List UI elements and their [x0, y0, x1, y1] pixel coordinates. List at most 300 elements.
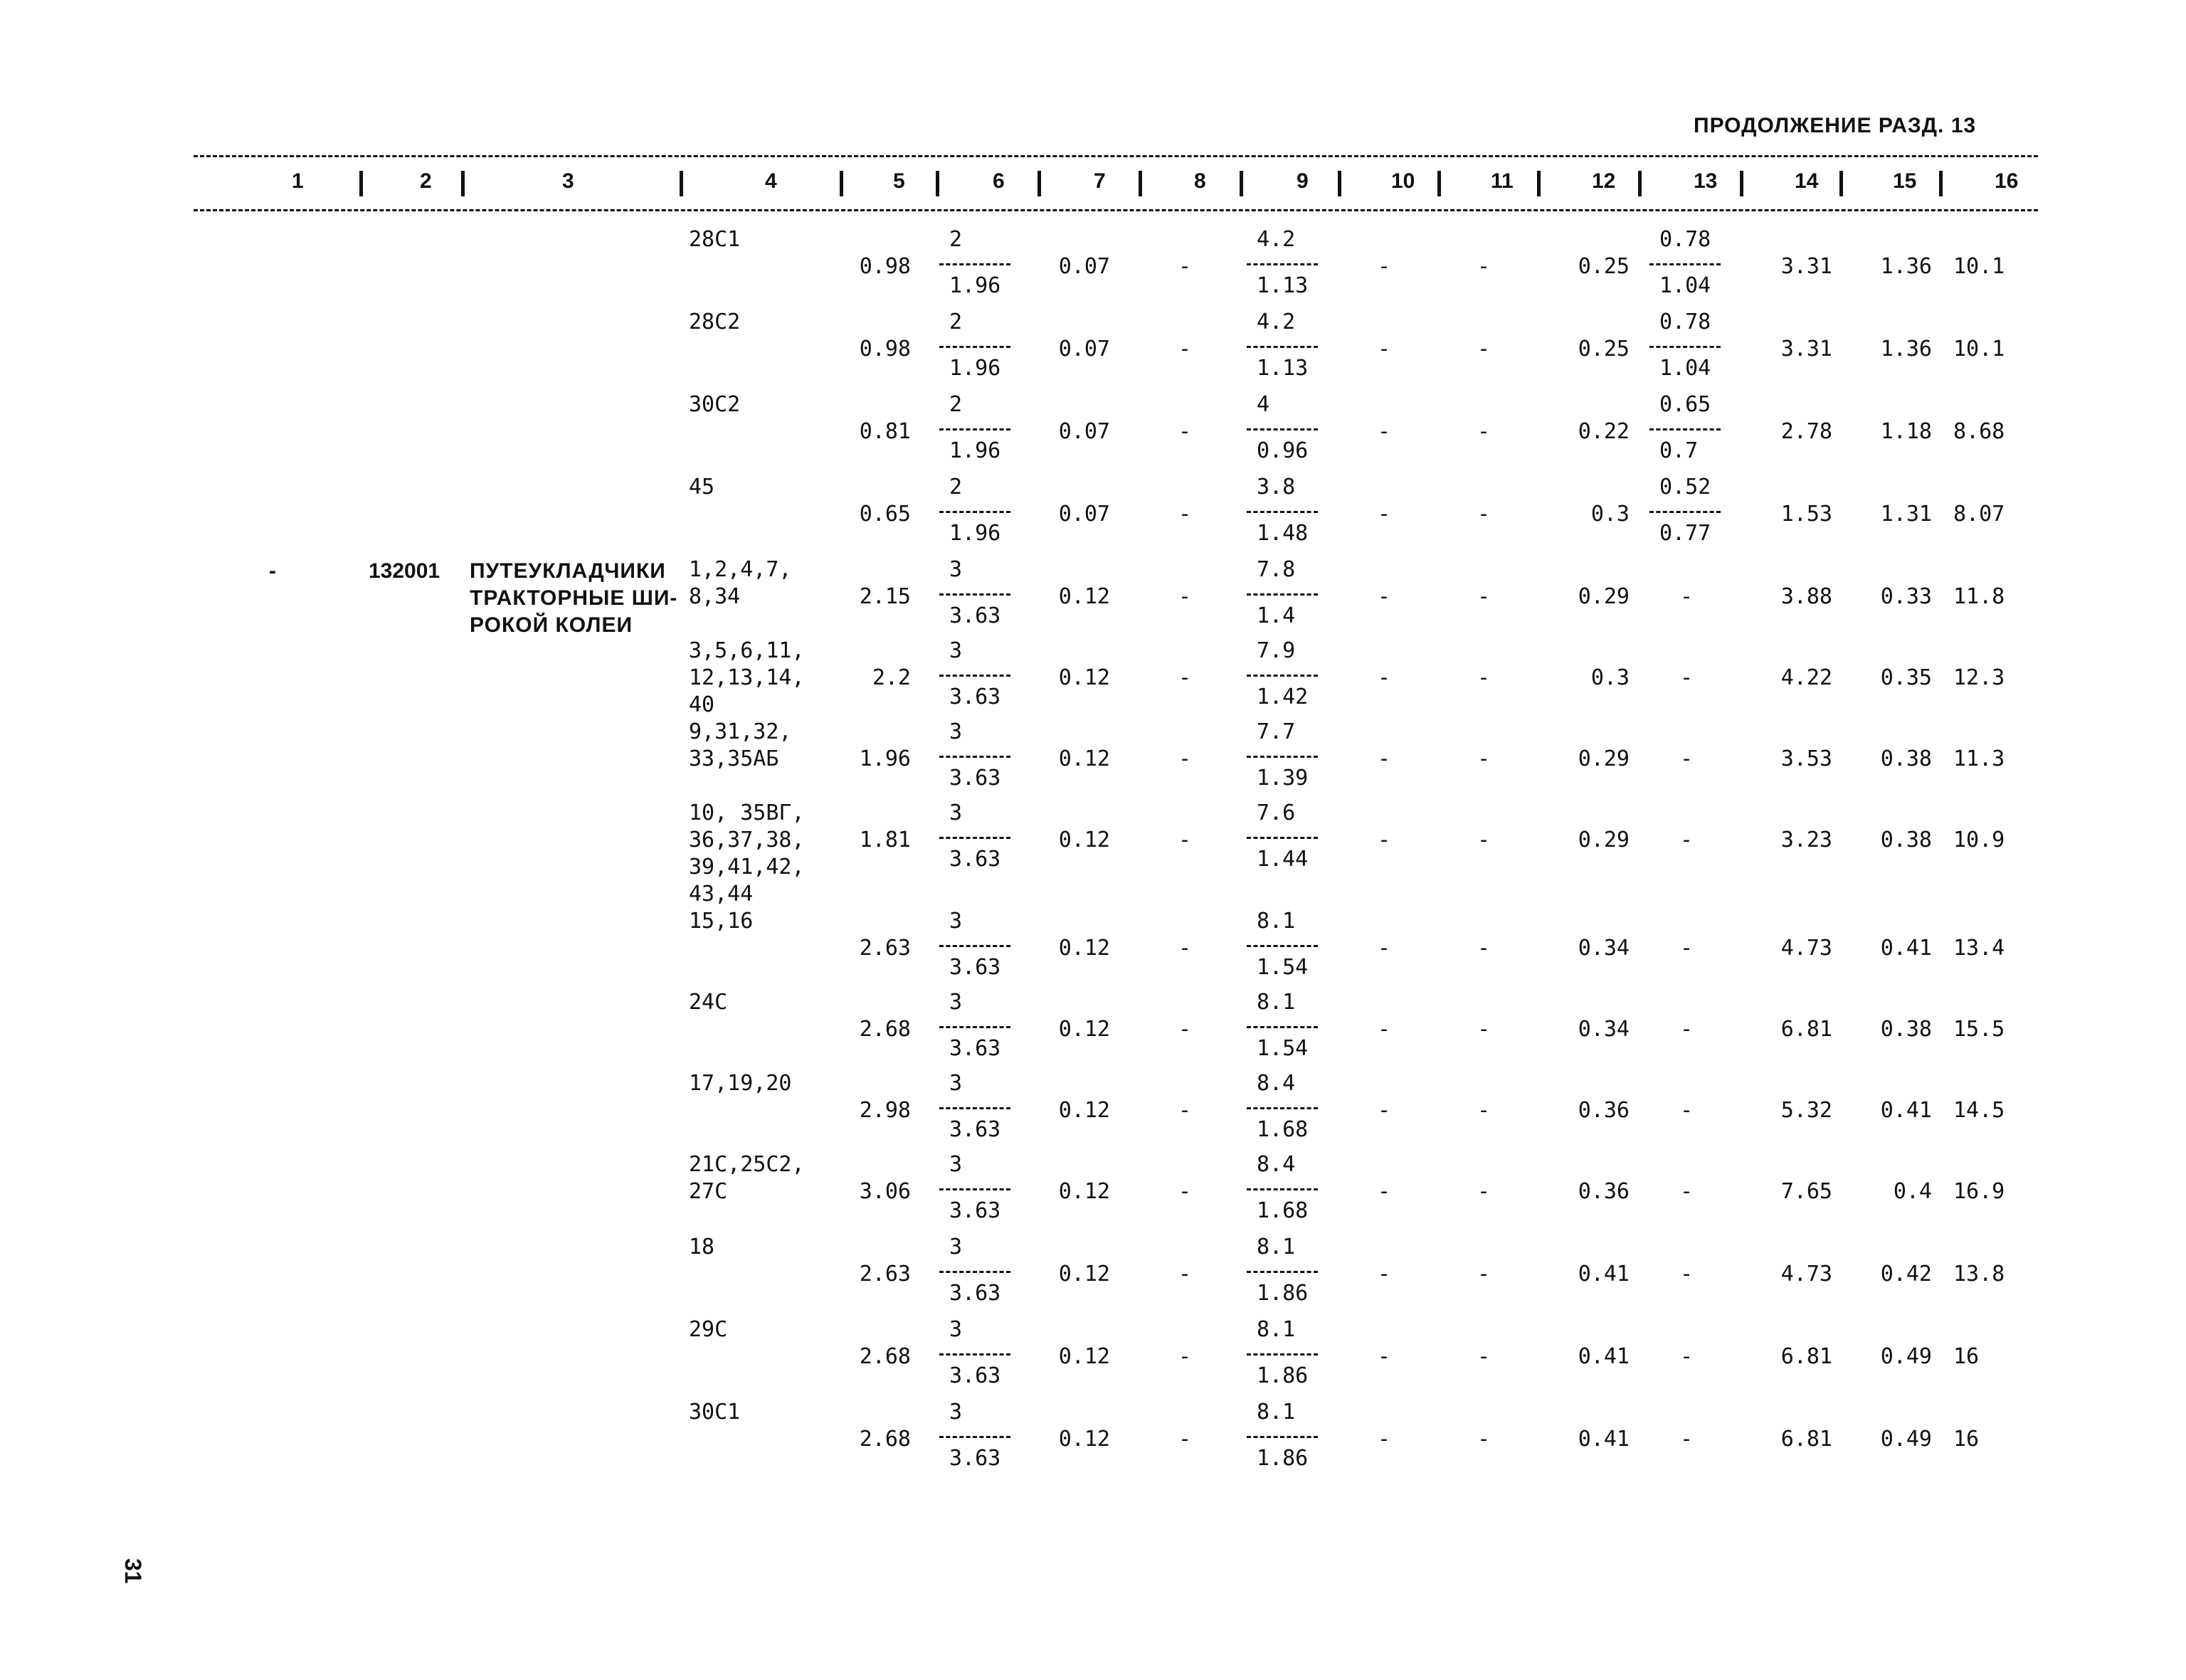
cell-col14: 1.53 — [1780, 502, 1832, 527]
cell-col7: 0.07 — [1058, 419, 1110, 444]
cell-col13: - — [1679, 1098, 1694, 1123]
cell-col9-fraction — [1247, 1235, 1318, 1306]
cell-col13-fraction — [1649, 475, 1721, 546]
cell-col12: 0.29 — [1578, 828, 1630, 852]
cell-col11: - — [1477, 584, 1491, 609]
cell-col15: 1.18 — [1880, 419, 1932, 444]
cell-col11: - — [1477, 1262, 1491, 1287]
cell-col5: 1.81 — [859, 828, 911, 852]
cell-col16: 16.9 — [1953, 1179, 2005, 1204]
header-bottom-rule — [194, 209, 2038, 211]
cell-col5: 3.06 — [859, 1179, 911, 1204]
cell-col15: 0.42 — [1880, 1262, 1932, 1287]
cell-col10: - — [1377, 1344, 1391, 1369]
cell-col6-fraction-denominator: 3.63 — [949, 1036, 1001, 1061]
column-header: 2 — [420, 169, 432, 193]
cell-col8: - — [1178, 828, 1192, 852]
row-position-label: 28C2 — [689, 310, 741, 334]
cell-col9-fraction-bar — [1247, 263, 1318, 265]
cell-col6-fraction-denominator: 3.63 — [949, 685, 1001, 709]
column-header: 13 — [1694, 169, 1718, 193]
cell-col8: - — [1178, 936, 1192, 961]
cell-col9-fraction-numerator: 8.1 — [1257, 1235, 1296, 1259]
cell-col7: 0.12 — [1058, 584, 1110, 609]
cell-col10: - — [1377, 584, 1391, 609]
cell-col9-fraction — [1247, 639, 1318, 709]
cell-col14: 6.81 — [1780, 1017, 1832, 1042]
cell-col9-fraction-numerator: 4.2 — [1257, 310, 1296, 334]
cell-col13-fraction-bar — [1649, 428, 1721, 430]
cell-col15: 1.31 — [1880, 502, 1932, 527]
cell-col8: - — [1178, 1344, 1192, 1369]
cell-col14: 7.65 — [1780, 1179, 1832, 1204]
cell-col9-fraction-denominator: 1.86 — [1257, 1281, 1309, 1306]
cell-col6-fraction-bar — [939, 756, 1010, 758]
cell-col12: 0.29 — [1578, 746, 1630, 771]
cell-col10: - — [1377, 936, 1391, 961]
cell-col6-fraction-bar — [939, 428, 1010, 430]
cell-col13: - — [1679, 665, 1694, 690]
column-separator — [1638, 171, 1642, 196]
cell-col5: 2.63 — [859, 936, 911, 961]
column-separator — [840, 171, 843, 196]
cell-col5: 0.65 — [859, 502, 911, 527]
cell-col7: 0.12 — [1058, 1098, 1110, 1123]
cell-col16: 14.5 — [1953, 1098, 2005, 1123]
cell-col12: 0.3 — [1590, 665, 1630, 690]
cell-col16: 10.9 — [1953, 828, 2005, 852]
row-position-label: 40 — [689, 692, 715, 717]
cell-col13: - — [1679, 828, 1694, 852]
cell-col9-fraction — [1247, 720, 1318, 791]
cell-col13: - — [1679, 1344, 1694, 1369]
row-position-label: 3,5,6,11, — [689, 638, 805, 663]
column-header: 5 — [893, 169, 905, 193]
column-header: 1 — [292, 169, 304, 193]
cell-col8: - — [1178, 584, 1192, 609]
cell-col10: - — [1377, 1179, 1391, 1204]
cell-col9-fraction-denominator: 1.68 — [1257, 1117, 1309, 1142]
cell-col9-fraction-bar — [1247, 1353, 1318, 1356]
column-separator — [936, 171, 939, 196]
cell-col6-fraction-bar — [939, 1107, 1010, 1109]
cell-col15: 0.49 — [1880, 1427, 1932, 1452]
cell-col9-fraction — [1247, 909, 1318, 980]
group-name-line-3: РОКОЙ КОЛЕИ — [470, 613, 633, 637]
cell-col14: 4.22 — [1780, 665, 1832, 690]
column-separator — [1537, 171, 1541, 196]
cell-col6-fraction — [939, 558, 1010, 628]
cell-col7: 0.12 — [1058, 828, 1110, 852]
column-header: 12 — [1592, 169, 1616, 193]
cell-col12: 0.34 — [1578, 936, 1630, 961]
cell-col8: - — [1178, 1017, 1192, 1042]
cell-col13-fraction-denominator: 0.77 — [1659, 521, 1711, 546]
cell-col16: 11.3 — [1953, 746, 2005, 771]
cell-col14: 3.31 — [1780, 337, 1832, 361]
cell-col6-fraction-numerator: 2 — [949, 227, 963, 252]
row-position-label: 21C,25C2, — [689, 1152, 805, 1177]
cell-col5: 2.63 — [859, 1262, 911, 1287]
cell-col9-fraction-denominator: 1.13 — [1257, 273, 1309, 298]
cell-col6-fraction-numerator: 3 — [949, 1235, 963, 1259]
row-position-label: 12,13,14, — [689, 665, 805, 690]
cell-col11: - — [1477, 1344, 1491, 1369]
column-separator — [359, 171, 363, 196]
cell-col9-fraction-denominator: 1.54 — [1257, 955, 1309, 980]
cell-col9-fraction — [1247, 801, 1318, 872]
cell-col6-fraction — [939, 1318, 1010, 1388]
cell-col13-fraction-bar — [1649, 511, 1721, 513]
cell-col13-fraction-denominator: 0.7 — [1659, 438, 1699, 463]
cell-col6-fraction-bar — [939, 593, 1010, 596]
cell-col5: 0.98 — [859, 254, 911, 279]
cell-col12: 0.36 — [1578, 1098, 1630, 1123]
cell-col14: 3.23 — [1780, 828, 1832, 852]
cell-col10: - — [1377, 337, 1391, 361]
cell-col13-fraction — [1649, 228, 1721, 298]
cell-col10: - — [1377, 502, 1391, 527]
cell-col8: - — [1178, 419, 1192, 444]
column-separator — [680, 171, 683, 196]
cell-col12: 0.22 — [1578, 419, 1630, 444]
cell-col6-fraction-numerator: 3 — [949, 1317, 963, 1342]
cell-col5: 2.15 — [859, 584, 911, 609]
cell-col9-fraction-bar — [1247, 1436, 1318, 1438]
cell-col5: 2.98 — [859, 1098, 911, 1123]
cell-col9-fraction-denominator: 1.86 — [1257, 1363, 1309, 1388]
cell-col11: - — [1477, 665, 1491, 690]
cell-col6-fraction-denominator: 1.96 — [949, 438, 1001, 463]
column-separator — [1437, 171, 1441, 196]
group-name-line-2: ТРАКТОРНЫЕ ШИ- — [470, 586, 678, 610]
row-position-label: 27C — [689, 1179, 728, 1204]
cell-col6-fraction — [939, 310, 1010, 381]
cell-col12: 0.3 — [1590, 502, 1630, 527]
row-position-label: 45 — [689, 475, 715, 500]
cell-col11: - — [1477, 1017, 1491, 1042]
cell-col6-fraction-denominator: 3.63 — [949, 766, 1001, 791]
column-header: 8 — [1194, 169, 1206, 193]
cell-col6-fraction-denominator: 1.96 — [949, 273, 1001, 298]
cell-col6-fraction — [939, 1400, 1010, 1471]
cell-col13-fraction — [1649, 310, 1721, 381]
cell-col13-fraction-denominator: 1.04 — [1659, 273, 1711, 298]
cell-col9-fraction-denominator: 1.44 — [1257, 847, 1309, 872]
cell-col13: - — [1679, 746, 1694, 771]
page-number: 31 — [120, 1558, 146, 1584]
cell-col5: 0.81 — [859, 419, 911, 444]
cell-col6-fraction-bar — [939, 1353, 1010, 1356]
cell-col14: 3.53 — [1780, 746, 1832, 771]
cell-col5: 2.68 — [859, 1427, 911, 1452]
cell-col6-fraction-numerator: 3 — [949, 990, 963, 1015]
cell-col13: - — [1679, 1179, 1694, 1204]
column-separator — [1740, 171, 1743, 196]
cell-col15: 0.38 — [1880, 746, 1932, 771]
cell-col6-fraction-bar — [939, 945, 1010, 947]
cell-col16: 10.1 — [1953, 337, 2005, 361]
row-position-label: 9,31,32, — [689, 719, 792, 744]
cell-col13-fraction-denominator: 1.04 — [1659, 356, 1711, 381]
cell-col13: - — [1679, 1262, 1694, 1287]
cell-col6-fraction-denominator: 1.96 — [949, 356, 1001, 381]
cell-col7: 0.12 — [1058, 746, 1110, 771]
cell-col6-fraction-bar — [939, 1271, 1010, 1273]
cell-col11: - — [1477, 1098, 1491, 1123]
cell-col13: - — [1679, 1427, 1694, 1452]
cell-col11: - — [1477, 1179, 1491, 1204]
cell-col7: 0.12 — [1058, 665, 1110, 690]
cell-col5: 1.96 — [859, 746, 911, 771]
cell-col8: - — [1178, 746, 1192, 771]
cell-col12: 0.25 — [1578, 337, 1630, 361]
column-header: 7 — [1094, 169, 1106, 193]
cell-col6-fraction-bar — [939, 837, 1010, 839]
cell-col12: 0.41 — [1578, 1344, 1630, 1369]
cell-col6-fraction-denominator: 3.63 — [949, 1446, 1001, 1471]
cell-col9-fraction-denominator: 1.4 — [1257, 603, 1296, 628]
cell-col15: 0.41 — [1880, 1098, 1932, 1123]
cell-col8: - — [1178, 1262, 1192, 1287]
cell-col8: - — [1178, 665, 1192, 690]
cell-col16: 16 — [1953, 1427, 1980, 1452]
cell-col9-fraction-denominator: 1.42 — [1257, 685, 1309, 709]
column-separator — [1839, 171, 1843, 196]
cell-col11: - — [1477, 936, 1491, 961]
cell-col6-fraction-numerator: 2 — [949, 310, 963, 334]
cell-col11: - — [1477, 502, 1491, 527]
cell-col10: - — [1377, 828, 1391, 852]
column-separator — [1338, 171, 1341, 196]
cell-col7: 0.07 — [1058, 254, 1110, 279]
cell-col7: 0.12 — [1058, 1017, 1110, 1042]
cell-col10: - — [1377, 665, 1391, 690]
cell-col6-fraction — [939, 801, 1010, 872]
cell-col10: - — [1377, 1017, 1391, 1042]
cell-col6-fraction — [939, 639, 1010, 709]
cell-col12: 0.29 — [1578, 584, 1630, 609]
column-separator — [1240, 171, 1243, 196]
cell-col16: 10.1 — [1953, 254, 2005, 279]
cell-col9-fraction-numerator: 8.1 — [1257, 1400, 1296, 1425]
cell-col9-fraction-denominator: 1.54 — [1257, 1036, 1309, 1061]
cell-col9-fraction — [1247, 475, 1318, 546]
cell-col6-fraction-numerator: 3 — [949, 1071, 963, 1096]
cell-col7: 0.07 — [1058, 502, 1110, 527]
row-position-label: 30C2 — [689, 392, 741, 417]
cell-col10: - — [1377, 1098, 1391, 1123]
column-header: 11 — [1491, 169, 1514, 193]
cell-col6-fraction — [939, 228, 1010, 298]
cell-col6-fraction-denominator: 1.96 — [949, 521, 1001, 546]
cell-col9-fraction-denominator: 1.13 — [1257, 356, 1309, 381]
cell-col6-fraction-bar — [939, 1188, 1010, 1190]
cell-col11: - — [1477, 746, 1491, 771]
cell-col14: 5.32 — [1780, 1098, 1832, 1123]
column-header: 4 — [765, 169, 777, 193]
cell-col11: - — [1477, 419, 1491, 444]
cell-col9-fraction-numerator: 3.8 — [1257, 475, 1296, 500]
cell-col9-fraction-numerator: 4 — [1257, 392, 1270, 417]
cell-col7: 0.12 — [1058, 1344, 1110, 1369]
cell-col9-fraction — [1247, 393, 1318, 463]
cell-col12: 0.25 — [1578, 254, 1630, 279]
cell-col6-fraction-denominator: 3.63 — [949, 1198, 1001, 1223]
cell-col15: 0.38 — [1880, 828, 1932, 852]
cell-col9-fraction-bar — [1247, 837, 1318, 839]
cell-col6-fraction-bar — [939, 511, 1010, 513]
cell-col9-fraction — [1247, 558, 1318, 628]
cell-col5: 2.68 — [859, 1017, 911, 1042]
row-position-label: 10, 35ВГ, — [689, 801, 805, 825]
cell-col5: 2.68 — [859, 1344, 911, 1369]
cell-col8: - — [1178, 254, 1192, 279]
cell-col6-fraction-numerator: 3 — [949, 719, 963, 744]
cell-col14: 2.78 — [1780, 419, 1832, 444]
cell-col16: 16 — [1953, 1344, 1980, 1369]
row-position-label: 43,44 — [689, 882, 754, 907]
row-position-label: 15,16 — [689, 909, 754, 934]
cell-col10: - — [1377, 746, 1391, 771]
cell-col15: 0.38 — [1880, 1017, 1932, 1042]
cell-col6-fraction-bar — [939, 1026, 1010, 1028]
cell-col9-fraction — [1247, 990, 1318, 1061]
cell-col15: 0.33 — [1880, 584, 1932, 609]
cell-col7: 0.12 — [1058, 936, 1110, 961]
column-separator — [1939, 171, 1943, 196]
row-position-label: 29C — [689, 1317, 728, 1342]
cell-col16: 8.07 — [1953, 502, 2005, 527]
cell-col6-fraction — [939, 1235, 1010, 1306]
cell-col13-fraction-numerator: 0.65 — [1659, 392, 1711, 417]
row-position-label: 8,34 — [689, 584, 741, 609]
cell-col9-fraction-numerator: 7.6 — [1257, 801, 1296, 825]
cell-col9-fraction — [1247, 1153, 1318, 1223]
cell-col16: 8.68 — [1953, 419, 2005, 444]
cell-col6-fraction — [939, 990, 1010, 1061]
cell-col13: - — [1679, 584, 1694, 609]
cell-col7: 0.12 — [1058, 1262, 1110, 1287]
cell-col9-fraction-numerator: 7.9 — [1257, 638, 1296, 663]
cell-col7: 0.12 — [1058, 1179, 1110, 1204]
cell-col6-fraction — [939, 1072, 1010, 1142]
cell-col9-fraction-denominator: 1.86 — [1257, 1446, 1309, 1471]
cell-col16: 15.5 — [1953, 1017, 2005, 1042]
column-header: 6 — [993, 169, 1005, 193]
cell-col8: - — [1178, 337, 1192, 361]
cell-col7: 0.12 — [1058, 1427, 1110, 1452]
cell-col13-fraction-bar — [1649, 346, 1721, 348]
cell-col6-fraction-numerator: 3 — [949, 801, 963, 825]
cell-col9-fraction-bar — [1247, 945, 1318, 947]
cell-col5: 0.98 — [859, 337, 911, 361]
cell-col9-fraction-denominator: 1.39 — [1257, 766, 1309, 791]
cell-col14: 6.81 — [1780, 1427, 1832, 1452]
cell-col6-fraction-denominator: 3.63 — [949, 955, 1001, 980]
cell-col9-fraction-bar — [1247, 593, 1318, 596]
cell-col9-fraction — [1247, 228, 1318, 298]
group-code: 132001 — [369, 559, 440, 583]
cell-col13-fraction-numerator: 0.52 — [1659, 475, 1711, 500]
cell-col9-fraction-bar — [1247, 1107, 1318, 1109]
cell-col6-fraction — [939, 1153, 1010, 1223]
cell-col9-fraction-denominator: 1.68 — [1257, 1198, 1309, 1223]
cell-col12: 0.34 — [1578, 1017, 1630, 1042]
cell-col10: - — [1377, 1262, 1391, 1287]
cell-col6-fraction-bar — [939, 346, 1010, 348]
row-position-label: 33,35АБ — [689, 746, 779, 771]
row-position-label: 30C1 — [689, 1400, 741, 1425]
cell-col9-fraction-numerator: 8.4 — [1257, 1152, 1296, 1177]
row-position-label: 24C — [689, 990, 728, 1015]
cell-col8: - — [1178, 1179, 1192, 1204]
cell-col13-fraction-numerator: 0.78 — [1659, 227, 1711, 252]
cell-col10: - — [1377, 1427, 1391, 1452]
cell-col12: 0.41 — [1578, 1262, 1630, 1287]
column-header: 15 — [1893, 169, 1917, 193]
cell-col9-fraction-denominator: 0.96 — [1257, 438, 1309, 463]
column-header: 10 — [1391, 169, 1415, 193]
cell-col13-fraction-bar — [1649, 263, 1721, 265]
cell-col9-fraction-numerator: 8.4 — [1257, 1071, 1296, 1096]
cell-col14: 6.81 — [1780, 1344, 1832, 1369]
row-position-label: 28C1 — [689, 227, 741, 252]
cell-col6-fraction-numerator: 3 — [949, 1400, 963, 1425]
cell-col9-fraction-bar — [1247, 1026, 1318, 1028]
cell-col9-fraction — [1247, 1318, 1318, 1388]
cell-col9-fraction-numerator: 7.7 — [1257, 719, 1296, 744]
cell-col6-fraction-numerator: 3 — [949, 909, 963, 934]
cell-col9-fraction-denominator: 1.48 — [1257, 521, 1309, 546]
cell-col13-fraction — [1649, 393, 1721, 463]
cell-col6-fraction-numerator: 2 — [949, 475, 963, 500]
cell-col13: - — [1679, 1017, 1694, 1042]
cell-col9-fraction-bar — [1247, 1188, 1318, 1190]
column-separator — [461, 171, 465, 196]
cell-col11: - — [1477, 254, 1491, 279]
cell-col13-fraction-numerator: 0.78 — [1659, 310, 1711, 334]
cell-col6-fraction-denominator: 3.63 — [949, 1117, 1001, 1142]
cell-col9-fraction-bar — [1247, 1271, 1318, 1273]
cell-col6-fraction-denominator: 3.63 — [949, 1281, 1001, 1306]
cell-col11: - — [1477, 828, 1491, 852]
cell-col14: 3.88 — [1780, 584, 1832, 609]
cell-col12: 0.36 — [1578, 1179, 1630, 1204]
column-header: 14 — [1795, 169, 1819, 193]
cell-col15: 0.35 — [1880, 665, 1932, 690]
cell-col9-fraction-numerator: 7.8 — [1257, 557, 1296, 582]
cell-col6-fraction-numerator: 3 — [949, 557, 963, 582]
cell-col8: - — [1178, 1098, 1192, 1123]
cell-col14: 3.31 — [1780, 254, 1832, 279]
cell-col6-fraction-denominator: 3.63 — [949, 1363, 1001, 1388]
cell-col15: 0.49 — [1880, 1344, 1932, 1369]
cell-col6-fraction-numerator: 3 — [949, 1152, 963, 1177]
column-header: 16 — [1995, 169, 2019, 193]
column-header: 9 — [1297, 169, 1309, 193]
cell-col9-fraction-bar — [1247, 756, 1318, 758]
cell-col6-fraction-bar — [939, 675, 1010, 677]
cell-col13: - — [1679, 936, 1694, 961]
cell-col9-fraction-bar — [1247, 675, 1318, 677]
cell-col16: 11.8 — [1953, 584, 2005, 609]
row-position-label: 39,41,42, — [689, 855, 805, 879]
cell-col15: 0.4 — [1893, 1179, 1932, 1204]
cell-col6-fraction-bar — [939, 1436, 1010, 1438]
cell-col15: 0.41 — [1880, 936, 1932, 961]
cell-col14: 4.73 — [1780, 936, 1832, 961]
